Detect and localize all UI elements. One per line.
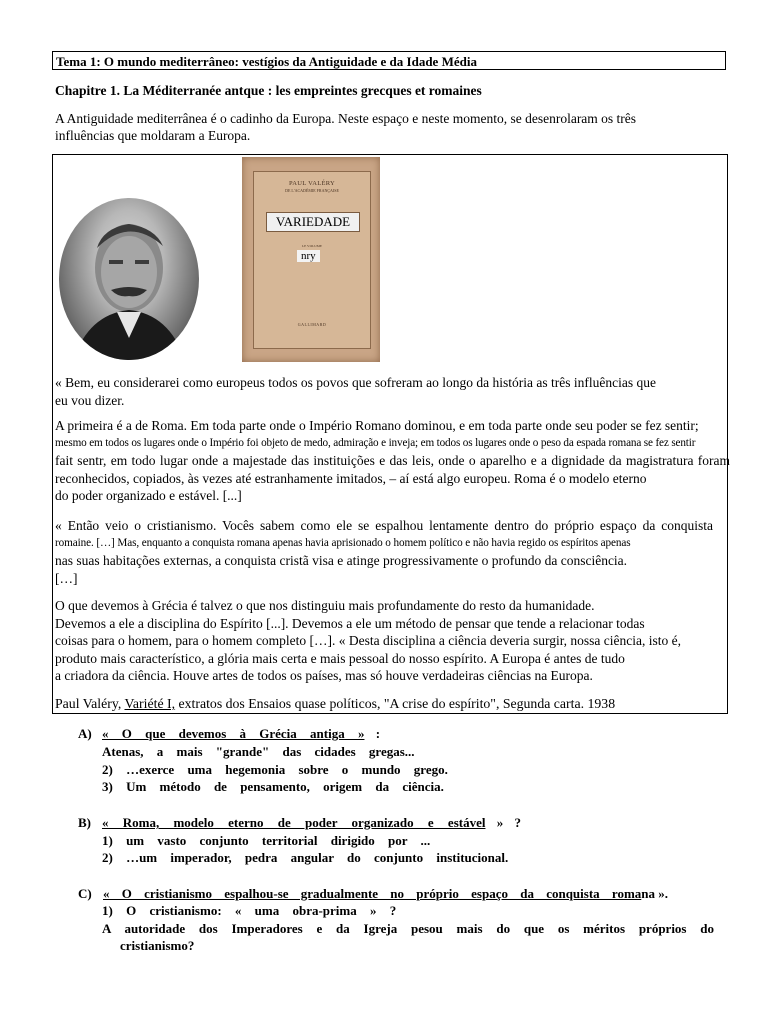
question-a-item: Atenas, a mais "grande" das cidades gregas... <box>102 744 415 759</box>
book-publisher: GALLIMARD <box>297 322 327 327</box>
question-c-suffix: na ». <box>641 886 669 901</box>
quote-line: a criadora da ciência. Houve artes de todos os países, mas só houve verdadeiras ciências na Europa. <box>55 668 593 683</box>
quote-paragraph-4 <box>55 597 730 685</box>
quote-line: romaine. […] Mas, enquanto a conquista romana apenas havia aprisionado o homem político e não havia regido os espíritos apenas <box>55 536 631 549</box>
quote-line: fait sentr, em todo lugar onde a majestade das instituições e das leis, onde o aparelho e a dignidade da magistratura foram <box>55 453 730 468</box>
quote-paragraph-3 <box>55 517 730 587</box>
quote-line: mesmo em todos os lugares onde o Império foi objeto de medo, admiração e inveja; em todos os lugares onde o peso da espada romana se fez sentir <box>55 436 696 449</box>
question-c-heading <box>103 885 668 903</box>
question-b-item: 2) …um imperador, pedra angular do conjunto institucional. <box>102 850 509 865</box>
question-b-title: « Roma, modelo eterno de poder organizado e estável <box>102 815 486 830</box>
quote-line: reconhecidos, copiados, às vezes até estranhamente imitados, – aí está algo europeu. Roma é o modelo eterno <box>55 470 647 486</box>
citation-source: extratos dos Ensaios quase políticos, "A crise do espírito", Segunda carta. 1938 <box>175 696 616 711</box>
question-a-suffix: : <box>364 726 381 741</box>
book-cover-image <box>242 157 380 362</box>
intro-line: influências que moldaram a Europa. <box>55 128 251 143</box>
question-a-letter: A) <box>78 726 92 741</box>
quote-line: produto mais característico, a glória mais certa e mais pessoal do nosso espírito. A Europa é antes de tudo <box>55 650 625 666</box>
question-b-suffix: » ? <box>485 815 521 830</box>
book-overlay-text: nry <box>297 250 320 262</box>
quote-line: A primeira é a de Roma. Em toda parte onde o Império Romano dominou, e em toda parte onde seu poder se fez sentir; <box>55 418 699 433</box>
intro-paragraph <box>55 110 695 144</box>
question-a-title: « O que devemos à Grécia antiga » <box>102 726 365 741</box>
question-c-item: A autoridade dos Imperadores e da Igreja pesou mais do que os méritos próprios do <box>102 921 714 936</box>
quote-line: nas suas habitações externas, a conquista cristã visa e atinge progressivamente o profundo da consciência. <box>55 553 628 568</box>
question-b-item: 1) um vasto conjunto territorial dirigido por ... <box>102 833 431 848</box>
quote-paragraph-2 <box>55 417 730 505</box>
citation <box>55 696 615 712</box>
quote-line: O que devemos à Grécia é talvez o que nos distinguiu mais profundamente do resto da humanidade. <box>55 598 595 613</box>
question-c-item: 1) O cristianismo: « uma obra-prima » ? <box>102 903 397 918</box>
book-title: VARIEDADE <box>266 212 360 232</box>
book-small-text: LE VOLUME <box>301 244 323 248</box>
quote-line: « Bem, eu considerarei como europeus todos os povos que sofreram ao longo da história as três influências que <box>55 375 656 390</box>
question-b-heading <box>102 814 521 832</box>
quote-line: eu vou dizer. <box>55 392 125 408</box>
book-author: PAUL VALÉRY <box>288 180 336 187</box>
book-cover-frame <box>253 171 371 349</box>
portrait-figure <box>59 198 199 360</box>
question-c-title: « O cristianismo espalhou-se gradualmente no próprio espaço da conquista roma <box>103 886 642 901</box>
question-c-item: cristianismo? <box>120 938 195 953</box>
chapter-title: Chapitre 1. La Méditerranée antque : les empreintes grecques et romaines <box>55 83 482 98</box>
book-subtitle: DE L'ACADÉMIE FRANÇAISE <box>285 188 339 193</box>
quote-line: do poder organizado e estável. [...] <box>55 488 242 503</box>
quote-line: […] <box>55 570 78 586</box>
question-b-letter: B) <box>78 815 91 830</box>
question-a-item: 3) Um método de pensamento, origem da ciência. <box>102 779 444 794</box>
quote-paragraph-1 <box>55 374 730 409</box>
question-a-item: 2) …exerce uma hegemonia sobre o mundo grego. <box>102 762 448 777</box>
question-a-heading <box>102 725 380 743</box>
quote-line: coisas para o homem, para o homem completo […]. « Desta disciplina a ciência deveria surgir, nossa ciência, isto é, <box>55 633 682 648</box>
intro-line: A Antiguidade mediterrânea é o cadinho da Europa. Neste espaço e neste momento, se desenrolaram os três <box>55 111 637 126</box>
question-c-letter: C) <box>78 886 92 901</box>
citation-work: Variété I, <box>124 696 176 711</box>
theme-title: Tema 1: O mundo mediterrâneo: vestígios da Antiguidade e da Idade Média <box>52 51 726 70</box>
citation-author: Paul Valéry, <box>55 696 125 711</box>
quote-line: « Então veio o cristianismo. Vocês sabem como ele se espalhou lentamente dentro do próprio espaço da conquista <box>55 518 713 533</box>
portrait-photo <box>59 198 199 360</box>
quote-line: Devemos a ele a disciplina do Espírito [...]. Devemos a ele um método de pensar que tende a relacionar todas <box>55 615 645 631</box>
